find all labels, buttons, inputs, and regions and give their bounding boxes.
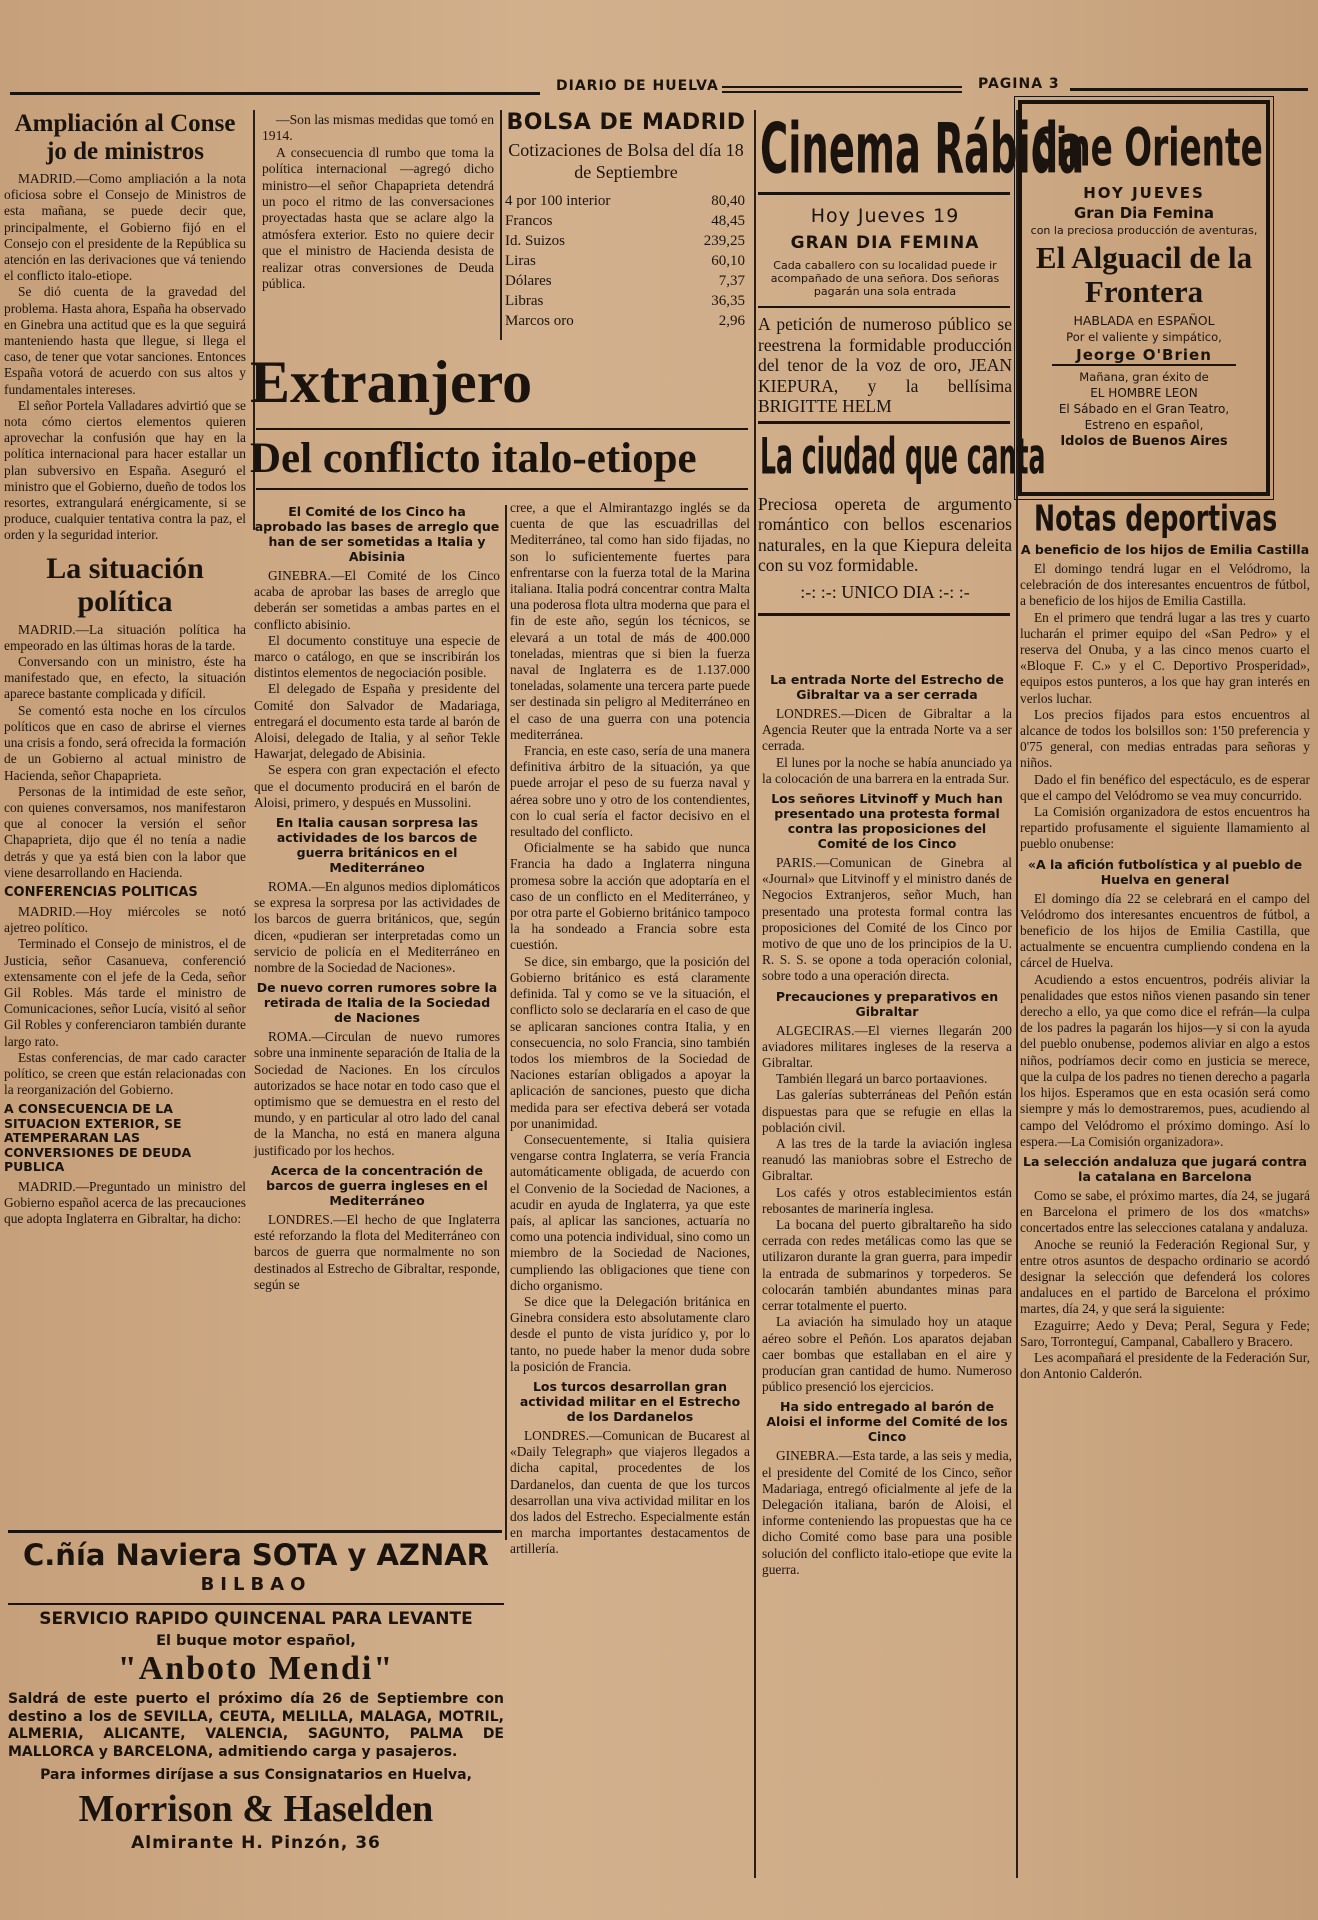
ad-line: con la preciosa producción de aventuras, bbox=[1030, 224, 1258, 237]
ad-line: Gran Dia Femina bbox=[1073, 204, 1215, 222]
subheading: La selección andaluza que jugará contra la catalana en Barcelona bbox=[1022, 1153, 1307, 1184]
service-line: SERVICIO RAPIDO QUINCENAL PARA LEVANTE bbox=[8, 1603, 504, 1629]
article-body bbox=[4, 171, 246, 544]
paragraph: PARIS.—Comunican de Ginebra al «Journal» que Litvinoff y el ministro danés de Negocios Extranjeros, señor Much, han presentado una protesta formal contra las proposiciones del Comité de los Cinco por motivo de que uno de los principios de la U. R. S. S. se opone a toda operación colonial, sobre todo a una operación directa. bbox=[762, 855, 1012, 984]
paragraph: A las tres de la tarde la aviación inglesa reanudó las maniobras sobre el Estrecho de Gibraltar. bbox=[762, 1136, 1012, 1184]
ad-rule bbox=[758, 306, 1010, 308]
column-2 bbox=[254, 500, 500, 1293]
paragraph: LONDRES.—El hecho de que Inglaterra esté reforzando la flota del Mediterráneo con barcos de guerra que normalmente no son destinados al Estrecho de Gibraltar, responde, según se bbox=[254, 1211, 500, 1292]
section-rule bbox=[256, 428, 748, 430]
article-body bbox=[762, 1023, 1012, 1396]
masthead-rule-mid2 bbox=[722, 91, 962, 93]
column-rule bbox=[505, 505, 507, 1540]
paragraph: El delegado de España y presidente del Comité don Salvador de Madariaga, entregará el documento esta tarde al barón de Aloisi, delegado de Italia, y al señor Tekle Hawarjat, delegado de Abisinia. bbox=[254, 681, 500, 762]
bolsa-value: 60,10 bbox=[711, 253, 745, 269]
paragraph: Se dice que la Delegación británica en Ginebra considera esto absolutamente claro desde el punto de vista jurídico y, por lo tanto, no puede haber la menor duda sobre la posición de Francia. bbox=[510, 1293, 750, 1374]
subheading: El Comité de los Cinco ha aprobado las bases de arreglo que han de ser sometidas a Italia y Abisinia bbox=[254, 504, 500, 564]
article-body bbox=[762, 706, 1012, 787]
ad-top-rule bbox=[8, 1530, 502, 1533]
subheading: Acerca de la concentración de barcos de guerra ingleses en el Mediterráneo bbox=[266, 1162, 488, 1208]
ad-line: Por el valiente y simpático, bbox=[1066, 330, 1222, 344]
ad-line: EL HOMBRE LEON bbox=[1090, 386, 1198, 400]
section-title: Extranjero bbox=[250, 349, 533, 415]
article-body bbox=[762, 1448, 1012, 1578]
paragraph: MADRID.—La situación política ha empeorado en las últimas horas de la tarde. bbox=[4, 621, 246, 653]
ad-line: GRAN DIA FEMINA bbox=[790, 233, 980, 253]
article-body bbox=[4, 1179, 246, 1228]
paragraph: Se dió cuenta de la gravedad del problema. Hasta ahora, España ha observado en Ginebra una actitud que es la que seguirá manteniendo hasta que llegue, si llega el caso, de tener que votar sanciones. Entonces España votorá de acuerdo con sus altos y fundamentales intereses. bbox=[4, 284, 246, 397]
article-title: La situación política bbox=[46, 551, 204, 618]
subheading: Precauciones y preparativos en Gibraltar bbox=[775, 988, 999, 1019]
bolsa-value: 48,45 bbox=[711, 213, 745, 229]
subheading: Los señores Litvinoff y Much han presentado una protesta formal contra las proposiciones del Comité de los Cinco bbox=[771, 791, 1003, 852]
newspaper-name: DIARIO DE HUELVA bbox=[556, 78, 719, 94]
paragraph: Los precios fijados para estos encuentros al alcance de todos los bolsillos son: 1'50 preferencia y 0'75 general, con medias entradas para señoras y niños. bbox=[1020, 706, 1310, 771]
bolsa-value: 239,25 bbox=[703, 233, 745, 249]
ad-rule bbox=[758, 613, 1010, 616]
paragraph: Dado el fin benéfico del espectáculo, es de esperar que el campo del Velódromo se vea muy concurrido. bbox=[1020, 771, 1310, 803]
paragraph: GINEBRA.—El Comité de los Cinco acaba de aprobar las bases de arreglo que deberán ser sometidas a ambas partes en el conflicto abisinio. bbox=[254, 568, 500, 632]
bolsa-table bbox=[505, 191, 745, 331]
paragraph: MADRID.—Hoy miércoles se notó ajetreo político. bbox=[4, 903, 246, 936]
paragraph: El documento constituye una especie de marco o catálogo, en que se inscribirán los distintos elementos de negociación posible. bbox=[254, 632, 500, 681]
subheading: Los turcos desarrollan gran actividad militar en el Estrecho de los Dardanelos bbox=[519, 1378, 741, 1424]
paragraph: LONDRES.—Dicen de Gibraltar a la Agencia Reuter que la entrada Norte va a ser cerrada. bbox=[762, 706, 1012, 754]
bolsa-title: BOLSA DE MADRID bbox=[506, 110, 746, 135]
subheading: «A la afición futbolística y al pueblo de Huelva en general bbox=[1027, 856, 1303, 887]
bolsa-subtitle: Cotizaciones de Bolsa del día 18 de Septiembre bbox=[508, 140, 744, 182]
paragraph: La Comisión organizadora de estos encuentros ha repartido profusamente el siguiente llamamiento al pueblo onubense: bbox=[1020, 804, 1310, 852]
company-city: BILBAO bbox=[200, 1574, 312, 1595]
ad-text: A petición de numeroso público se reestrena la formidable producción del tenor de la voz de oro, JEAN KIEPURA, y la bellísima BRIGITTE HELM bbox=[758, 314, 1012, 416]
bolsa-label: Liras bbox=[505, 253, 536, 269]
paragraph: Personas de la intimidad de este señor, con quienes conversamos, nos manifestaron que al conocer la versión el señor Chapaprieta, dijo que él no tenía a nadie detrás y que ya está bien con la labor que viene desarrollando en Hacienda. bbox=[4, 783, 246, 880]
bolsa-label: 4 por 100 interior bbox=[505, 193, 611, 209]
column-4 bbox=[762, 668, 1012, 1578]
bolsa-label: Id. Suizos bbox=[505, 233, 565, 249]
paragraph: Como se sabe, el próximo martes, día 24, se jugará en Barcelona el primero de los dos «matchs» concertados entre las selecciones catalana y andaluza. bbox=[1020, 1187, 1310, 1236]
paragraph: Los cafés y otros establecimientos están rebosantes de marinería inglesa. bbox=[762, 1184, 1012, 1216]
paragraph: Acudiendo a estos encuentros, podréis aliviar la penalidades que estos niños vienen pasando sin tener derecho a ello, ya que como dice el refrán—la culpa de los padres la pagarán los hijos—y si con la ayuda del pueblo onubense, podemos aliviar en algo a estos niños, podríamos decir como en justicia se merece, que la culpa de los padres no tienen derecho a pagarla los hijos. Esperamos que en esta ocasión será como siempre y más lo demostraremos, pues, acudiendo al campo del Velódromo el próximo domingo. Así lo espera.—La Comisión organizadora». bbox=[1020, 971, 1310, 1149]
paragraph: La bocana del puerto gibraltareño ha sido cerrada con redes metálicas como las que se utilizaron durante la gran guerra, para impedir la entrada de submarinos y torpederos. Se colocarán también abundantes minas para cerrar totalmente el puerto. bbox=[762, 1217, 1012, 1314]
ad-text: Preciosa opereta de argumento romántico con bellos escenarios naturales, en la que Kiepura deleita con su voz formidable. bbox=[758, 493, 1012, 575]
subheading: Ha sido entregado al barón de Aloisi el informe del Comité de los Cinco bbox=[766, 1399, 1008, 1445]
masthead-rule-left bbox=[10, 92, 540, 95]
paragraph: MADRID.—Preguntado un ministro del Gobierno español acerca de las precauciones que adopta Inglaterra en Gibraltar, ha dicho: bbox=[4, 1178, 246, 1227]
paragraph: Ezaguirre; Aedo y Deva; Peral, Segura y Fede; Saro, Torronteguí, Campanal, Caballero y Bracero. bbox=[1020, 1317, 1310, 1349]
paragraph: MADRID.—Como ampliación a la nota oficiosa sobre el Consejo de Ministros de esta mañana, se puede decir que, principalmente, el Gobierno fijó en el Consejo con el presidente de la República su atención en las derivaciones que vá teniendo el conflicto italo-etiope. bbox=[4, 171, 246, 284]
bolsa-label: Libras bbox=[505, 293, 544, 309]
paragraph: ROMA.—Circulan de nuevo rumores sobre una inminente separación de Italia de la Sociedad de Naciones. En los círculos autorizados se hace notar en todo caso que el optimismo que se demuestra en el resto del mundo, y en particular al otro lado del canal de la Mancha, no está en manera alguna justificado por los hechos. bbox=[254, 1029, 500, 1158]
column-5 bbox=[1020, 498, 1310, 1382]
subheading: La entrada Norte del Estrecho de Gibraltar va a ser cerrada bbox=[770, 672, 1004, 702]
paragraph: Las galerías subterráneas del Peñón están dispuestas para que se refugie en ellas la población civil. bbox=[762, 1087, 1012, 1135]
paragraph: Conversando con un ministro, éste ha manifestado que, en efecto, la situación aparece bastante complicada y difícil. bbox=[4, 654, 246, 702]
ship-name: "Anboto Mendi" bbox=[117, 1650, 395, 1687]
column-rule bbox=[500, 110, 502, 340]
article-body bbox=[254, 1212, 500, 1293]
paragraph: GINEBRA.—Esta tarde, a las seis y media, el presidente del Comité de los Cinco, señor Madariaga, entregó oficialmente al jefe de la Delegación italiana, barón de Aloisi, el informe conteniendo las propuestas que ha ce dicho Comité como base para una posible solución del conflicto italo-etiope que evite la guerra. bbox=[762, 1448, 1012, 1577]
ad-line: Para informes diríjase a sus Consignatarios en Huelva, bbox=[40, 1767, 472, 1783]
bolsa-row bbox=[505, 291, 745, 311]
headline-rule bbox=[256, 488, 748, 490]
section-title: Notas deportivas bbox=[1034, 498, 1278, 540]
paragraph: Se dice, sin embargo, que la posición del Gobierno británico es está claramente definida. Tal y como se ve la situación, el conflicto solo se declararía en el caso de que se aplicaran sanciones contra Italia, y en consecuencia, no solo Francia, sino también todos los miembros de la Sociedad de Naciones estarían obligados a apoyar la aplicación de sanciones, puesto que dicha medida para ser efectiva deberá ser votada por unanimidad. bbox=[510, 953, 750, 1131]
paragraph: También llegará un barco portaaviones. bbox=[776, 1071, 988, 1087]
paragraph: Terminado el Consejo de ministros, el de Justicia, señor Casanueva, conferenció extensamente con el jefe de la Ceda, señor Gil Robles. Más tarde el ministro de Comunicaciones, señor Lucía, visitó al señor Gil Robles y conferenciaron también durante largo rato. bbox=[4, 936, 246, 1049]
article-body bbox=[1020, 1188, 1310, 1382]
article-body bbox=[4, 622, 246, 881]
bolsa-row bbox=[505, 311, 745, 331]
column-3 bbox=[510, 500, 750, 1558]
article-body bbox=[254, 568, 500, 811]
cinema-rabida-ad bbox=[758, 108, 1085, 616]
bolsa-value: 7,37 bbox=[718, 273, 745, 289]
paragraph: —Son las mismas medidas que tomó en 1914. bbox=[262, 112, 494, 144]
column-1 bbox=[4, 110, 246, 1227]
paragraph: Francia, en este caso, sería de una manera definitiva árbitro de la situación, ya que puede arrojar el peso de su fuerza naval y aérea sobre uno y otro de los contendientes, con lo cual sería el factor decisivo en el resultado del conflicto. bbox=[510, 743, 750, 840]
bolsa-value: 80,40 bbox=[711, 193, 745, 209]
paragraph: Se comentó esta noche en los círculos políticos que en caso de abrirse el viernes una crisis a fondo, será ofrecida la formación de un Gobierno al actual ministro de Hacienda, señor Chapaprieta. bbox=[4, 702, 246, 783]
masthead-rule-mid bbox=[722, 86, 962, 88]
bolsa-row bbox=[505, 211, 745, 231]
paragraph: El señor Portela Valladares advirtió que se nota cómo ciertos elementos quieren aprovechar la confusión que hay en la política internacional para hacer estallar un plan subversivo en España. Aseguró el ministro que el Gobierno, dueño de todos los resortes, extrangulará enérgicamente, si se produce, cualquier tentativa contra la paz, el orden y la seguridad interior. bbox=[4, 397, 246, 543]
bolsa-box bbox=[505, 110, 747, 331]
naviera-ad bbox=[8, 1538, 504, 1853]
ad-line: El Sábado en el Gran Teatro, bbox=[1058, 402, 1230, 416]
paragraph: cree, a que el Almirantazgo inglés se da cuenta de que las escuadrillas del Mediterráneo, tal como han sido fijadas, no son lo suficientemente fuertes para enfrentarse con la fuerza total de la Marina italiana. Italia podrá concentrar contra Malta una poderosa flota ultra moderna que para el fin de este año, según los técnicos, se elevará a un total de más de 400.000 toneladas, mientras que si bien la fuerza naval de Inglaterra es de 1.137.000 toneladas, solamente una tercera parte puede ser destinada sin peligro al Mediterráneo en el caso de una guerra con una potencia mediterránea. bbox=[510, 500, 750, 742]
cinema-name: Cine Oriente bbox=[1032, 116, 1263, 178]
cine-oriente-ad bbox=[1018, 100, 1270, 496]
article-body bbox=[4, 904, 246, 1098]
article-body bbox=[510, 500, 750, 1375]
paragraph: La aviación ha simulado hoy un ataque aéreo sobre el Peñón. Los aparatos dejaban caer bombas que estallaban en el aire y producían gran cantidad de humo. Numeroso público presenció los ejercicios. bbox=[762, 1314, 1012, 1395]
subheading: En Italia causan sorpresa las actividades de los barcos de guerra británicos en el Mediterráneo bbox=[275, 815, 479, 876]
bolsa-row bbox=[505, 271, 745, 291]
paragraph: El lunes por la noche se había anunciado ya la colocación de una barrera en la entrada Sur. bbox=[762, 754, 1012, 786]
subheading: A beneficio de los hijos de Emilia Castilla bbox=[1020, 542, 1310, 557]
bolsa-label: Francos bbox=[505, 213, 553, 229]
paragraph: LONDRES.—Comunican de Bucarest al «Daily Telegraph» que viajeros llegados a dicha capital, procedentes de los Dardanelos, dan cuenta de que los turcos desarrollan una viva actividad militar en los dos lados del Estrecho. Especialmente están en marcha importantes destacamentos de artillería. bbox=[510, 1427, 750, 1557]
film-title: El Alguacil de la Frontera bbox=[1035, 240, 1253, 309]
agents-name: Morrison & Haselden bbox=[78, 1788, 434, 1830]
column-2-continuation bbox=[262, 112, 494, 292]
ad-note: Cada caballero con su localidad puede ir acompañado de una señora. Dos señoras pagarán una sola entrada bbox=[770, 259, 1000, 298]
ad-text: Saldrá de este puerto el próximo día 26 de Septiembre con destino a los de SEVILLA, CEUTA, MELILLA, MALAGA, MOTRIL, ALMERIA, ALICANTE, VALENCIA, SAGUNTO, PALMA DE MALLORCA y BARCELONA, admitiendo carga y pasajeros. bbox=[8, 1691, 504, 1760]
article-body bbox=[510, 1428, 750, 1558]
ad-line: Hoy Jueves 19 bbox=[810, 205, 960, 227]
agents-address: Almirante H. Pinzón, 36 bbox=[131, 1833, 381, 1853]
subheading: CONFERENCIAS POLITICAS bbox=[4, 884, 198, 900]
ad-rule bbox=[758, 421, 1010, 424]
ad-rule bbox=[758, 192, 1010, 195]
ad-line: HABLADA en ESPAÑOL bbox=[1073, 313, 1215, 328]
film-title: La ciudad que canta bbox=[760, 427, 1046, 486]
paragraph: En el primero que tendrá lugar a las tres y cuarto lucharán el primer equipo del «San Pedro» y el reserva del Onuba, y a las cinco menos cuarto el «Bloque F. C.» y el C. Deportivo Prosperidad», equipos estos punteros, a los que hay gran interés en verlos luchar. bbox=[1020, 609, 1310, 706]
subheading: De nuevo corren rumores sobre la retirada de Italia de la Sociedad de Naciones bbox=[256, 980, 498, 1026]
bolsa-value: 36,35 bbox=[711, 293, 745, 309]
actor-name: Jeorge O'Brien bbox=[1052, 346, 1236, 366]
company-name: C.ñía Naviera SOTA y AZNAR bbox=[23, 1538, 489, 1572]
bolsa-row bbox=[505, 251, 745, 271]
article-body bbox=[762, 855, 1012, 985]
paragraph: Oficialmente se ha sabido que nunca Francia ha dado a Inglaterra ninguna promesa sobre la acción que adoptaría en el caso de un conflicto en el Mediterráneo, y por otra parte el Gobierno británico tampoco la ha sondeado a Francia sobre esta cuestión. bbox=[510, 840, 750, 953]
paragraph: Se espera con gran expectación el efecto que el documento producirá en el barón de Aloisi, primero, y después en Mussolini. bbox=[254, 762, 500, 810]
ad-line: :-: :-: UNICO DIA :-: :- bbox=[800, 581, 970, 602]
ad-line: HOY JUEVES bbox=[1083, 184, 1205, 202]
paragraph: ALGECIRAS.—El viernes llegarán 200 aviadores militares ingleses de la reserva a Gibraltar. bbox=[762, 1022, 1012, 1071]
column-rule bbox=[754, 110, 756, 1878]
paragraph: Anoche se reunió la Federación Regional Sur, y entre otros asuntos de despacho ordinario se acordó designar la selección que defenderá los colores andaluces en el partido de Barcelona el próximo martes, día 24, y que será la siguiente: bbox=[1020, 1236, 1310, 1317]
article-body bbox=[1020, 561, 1310, 853]
article-body bbox=[254, 1029, 500, 1159]
masthead-rule-right bbox=[1070, 88, 1308, 91]
paragraph: ROMA.—En algunos medios diplomáticos se expresa la sorpresa por las actividades de los barcos de guerra británicos, que, según dicen, «pudieran ser interpretadas como un servicio de policía en el Mediterráneo en nombre de la Sociedad de Naciones». bbox=[254, 879, 500, 976]
ad-line: Mañana, gran éxito de bbox=[1079, 370, 1209, 384]
article-body bbox=[1020, 891, 1310, 1150]
paragraph: A consecuencia dl rumbo que toma la política internacional —agregó dicho ministro—el señor Chapaprieta detendrá un poco el ritmo de las conversaciones proyectadas hasta que se aclare algo la atmósfera exterior. Esto no quiere decir que el ministro de Hacienda desista de realizar otras conversiones de Deuda pública. bbox=[262, 144, 494, 292]
paragraph: El domingo día 22 se celebrará en el campo del Velódromo dos interesantes encuentros de fútbol, a beneficio de los hijos de Emilia Castilla, que actualmente se encuentra cumpliendo condena en la cárcel de Huelva. bbox=[1020, 890, 1310, 971]
paragraph: Estas conferencias, de mar cado caracter político, se creen que están relacionadas con la reorganización del Gobierno. bbox=[4, 1049, 246, 1098]
bolsa-label: Marcos oro bbox=[505, 313, 574, 329]
article-body bbox=[254, 879, 500, 976]
bolsa-row bbox=[505, 231, 745, 251]
bolsa-label: Dólares bbox=[505, 273, 552, 289]
bolsa-row bbox=[505, 191, 745, 211]
ad-line: Estreno en español, bbox=[1084, 418, 1204, 432]
ad-line: Idolos de Buenos Aires bbox=[1060, 434, 1228, 449]
page-number: PAGINA 3 bbox=[978, 76, 1060, 92]
paragraph: El domingo tendrá lugar en el Velódromo, la celebración de dos interesantes encuentros de fútbol, a beneficio de los hijos de Emilia Castilla. bbox=[1020, 561, 1310, 609]
article-title: Ampliación al Conse jo de ministros bbox=[14, 110, 236, 165]
paragraph: Les acompañará el presidente de la Federación Sur, don Antonio Calderón. bbox=[1020, 1349, 1310, 1382]
bolsa-value: 2,96 bbox=[718, 313, 745, 329]
cinema-name: Cinema Rábida bbox=[760, 109, 1085, 190]
ship-label: El buque motor español, bbox=[156, 1633, 356, 1649]
paragraph: Consecuentemente, si Italia quisiera vengarse contra Inglaterra, se vería Francia automáticamente obligada, de acuerdo con el Convenio de la Sociedad de Naciones, a acudir en ayuda de Inglaterra, ya que este país, al aplicar las sanciones, actuaría no como una potencia individual, sino como un miembro de la Sociedad de Naciones, cumpliendo las obligaciones que tiene con dicho organismo. bbox=[510, 1131, 750, 1293]
headline: Del conflicto italo-etiope bbox=[250, 435, 697, 482]
subheading: A CONSECUENCIA DE LA SITUACION EXTERIOR, SE ATEMPERARAN LAS CONVERSIONES DE DEUDA PUBLICA bbox=[4, 1101, 192, 1175]
